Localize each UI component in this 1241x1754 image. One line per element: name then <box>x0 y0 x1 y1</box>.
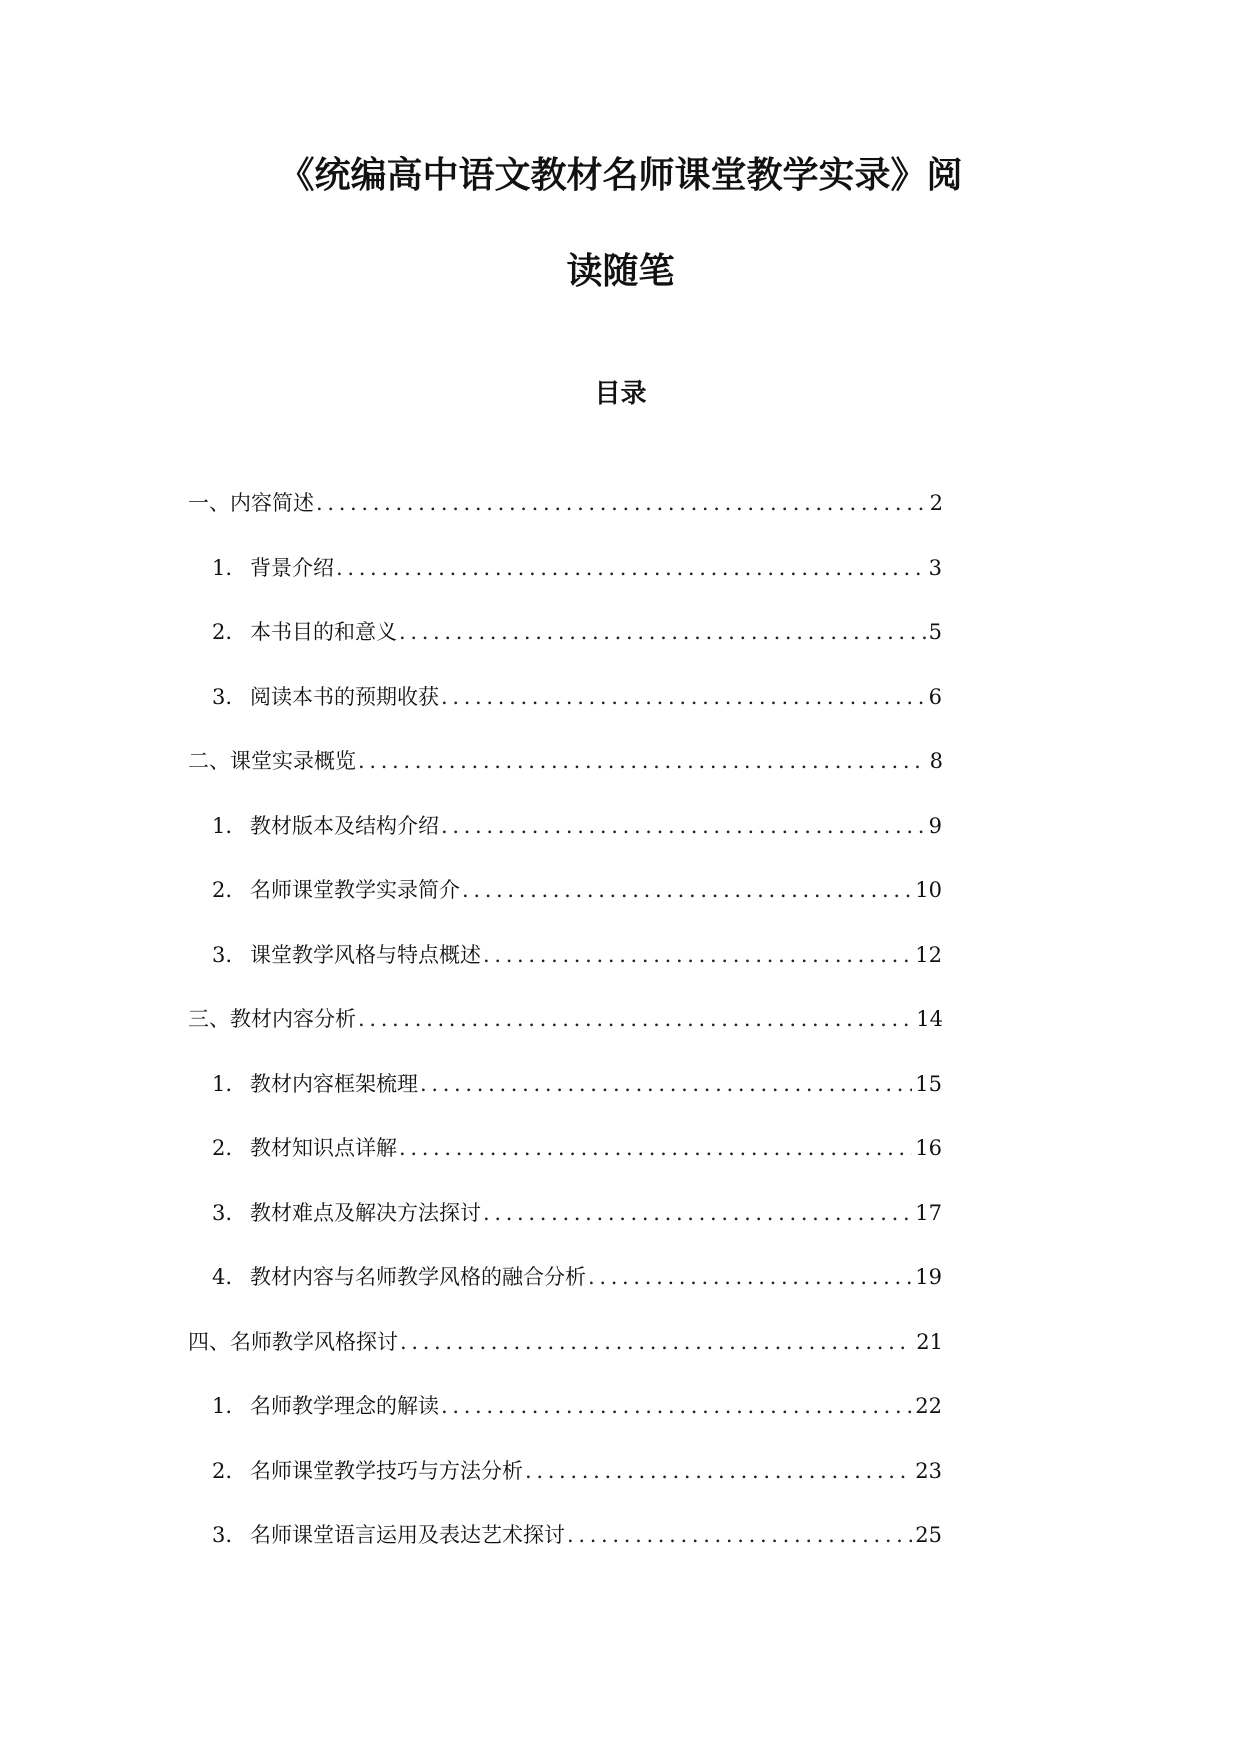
toc-dot-leader <box>483 1198 912 1228</box>
toc-subsection-entry[interactable] <box>212 682 942 712</box>
toc-entry-label: 教材知识点详解 <box>250 1136 397 1160</box>
toc-entry-number: 2. <box>212 1459 233 1483</box>
toc-dot-leader <box>525 1456 912 1486</box>
toc-entry-page-number: 5 <box>928 620 942 644</box>
toc-entry-label: 名师课堂语言运用及表达艺术探讨 <box>250 1523 565 1547</box>
toc-subsection-entry[interactable] <box>212 1262 942 1292</box>
toc-entry-number: 1. <box>212 1072 233 1096</box>
toc-subsection-entry[interactable] <box>212 1456 942 1486</box>
toc-section-entry[interactable] <box>188 1004 943 1034</box>
toc-entry-label: 教材内容框架梳理 <box>250 1072 418 1096</box>
toc-heading: 目录 <box>594 379 647 409</box>
toc-entry-number: 2. <box>212 878 233 902</box>
toc-entry-label: 教材版本及结构介绍 <box>250 814 439 838</box>
toc-entry-page-number: 15 <box>915 1072 942 1096</box>
toc-entry-label: 背景介绍 <box>250 556 334 580</box>
toc-dot-leader <box>358 746 927 776</box>
toc-subsection-entry[interactable] <box>212 1520 942 1550</box>
toc-entry-number: 2. <box>212 1136 233 1160</box>
toc-entry-number: 3. <box>212 943 233 967</box>
toc-entry-label: 教材内容与名师教学风格的融合分析 <box>250 1265 586 1289</box>
toc-subsection-entry[interactable] <box>212 1133 942 1163</box>
toc-dot-leader <box>441 1391 912 1421</box>
toc-dot-leader <box>441 682 926 712</box>
toc-subsection-entry[interactable] <box>212 1391 942 1421</box>
toc-entry-page-number: 19 <box>915 1265 942 1289</box>
toc-subsection-entry[interactable] <box>212 1069 942 1099</box>
toc-subsection-entry[interactable] <box>212 553 942 583</box>
toc-subsection-entry[interactable] <box>212 811 942 841</box>
toc-dot-leader <box>399 1133 912 1163</box>
toc-entry-number: 3. <box>212 685 233 709</box>
toc-entry-page-number: 10 <box>915 878 942 902</box>
toc-section-entry[interactable] <box>188 1327 943 1357</box>
toc-dot-leader <box>400 1327 913 1357</box>
toc-dot-leader <box>588 1262 912 1292</box>
toc-entry-number: 1. <box>212 1394 233 1418</box>
document-title-line-1: 《统编高中语文教材名师课堂教学实录》阅 <box>278 155 963 196</box>
toc-dot-leader <box>462 875 912 905</box>
toc-entry-label: 名师课堂教学技巧与方法分析 <box>250 1459 523 1483</box>
toc-entry-number: 3. <box>212 1201 233 1225</box>
toc-dot-leader <box>441 811 926 841</box>
toc-entry-label: 课堂教学风格与特点概述 <box>250 943 481 967</box>
toc-entry-number: 2. <box>212 620 233 644</box>
toc-entry-page-number: 12 <box>915 943 942 967</box>
toc-entry-label: 三、教材内容分析 <box>188 1007 356 1031</box>
toc-dot-leader <box>420 1069 912 1099</box>
toc-subsection-entry[interactable] <box>212 940 942 970</box>
toc-entry-page-number: 16 <box>915 1136 942 1160</box>
toc-entry-page-number: 9 <box>928 814 942 838</box>
toc-entry-label: 阅读本书的预期收获 <box>250 685 439 709</box>
toc-entry-label: 教材难点及解决方法探讨 <box>250 1201 481 1225</box>
toc-entry-page-number: 17 <box>915 1201 942 1225</box>
toc-dot-leader <box>399 617 926 647</box>
toc-dot-leader <box>358 1004 913 1034</box>
toc-dot-leader <box>336 553 926 583</box>
toc-entry-page-number: 8 <box>929 749 943 773</box>
toc-entry-label: 本书目的和意义 <box>250 620 397 644</box>
toc-entry-number: 1. <box>212 556 233 580</box>
toc-dot-leader <box>483 940 912 970</box>
toc-section-entry[interactable] <box>188 746 943 776</box>
toc-entry-number: 1. <box>212 814 233 838</box>
toc-subsection-entry[interactable] <box>212 875 942 905</box>
toc-entry-page-number: 6 <box>928 685 942 709</box>
toc-section-entry[interactable] <box>188 488 943 518</box>
toc-entry-label: 二、课堂实录概览 <box>188 749 356 773</box>
toc-entry-page-number: 2 <box>929 491 943 515</box>
toc-entry-page-number: 21 <box>916 1330 943 1354</box>
toc-dot-leader <box>567 1520 912 1550</box>
toc-entry-page-number: 3 <box>928 556 942 580</box>
toc-subsection-entry[interactable] <box>212 1198 942 1228</box>
toc-entry-page-number: 14 <box>916 1007 943 1031</box>
toc-entry-page-number: 22 <box>915 1394 942 1418</box>
toc-entry-page-number: 25 <box>915 1523 942 1547</box>
toc-entry-number: 4. <box>212 1265 233 1289</box>
toc-entry-page-number: 23 <box>915 1459 942 1483</box>
toc-entry-label: 名师课堂教学实录简介 <box>250 878 460 902</box>
toc-subsection-entry[interactable] <box>212 617 942 647</box>
toc-entry-label: 名师教学理念的解读 <box>250 1394 439 1418</box>
toc-dot-leader <box>316 488 927 518</box>
toc-entry-number: 3. <box>212 1523 233 1547</box>
document-title-line-2: 读随笔 <box>566 251 675 292</box>
toc-entry-label: 一、内容简述 <box>188 491 314 515</box>
toc-entry-label: 四、名师教学风格探讨 <box>188 1330 398 1354</box>
